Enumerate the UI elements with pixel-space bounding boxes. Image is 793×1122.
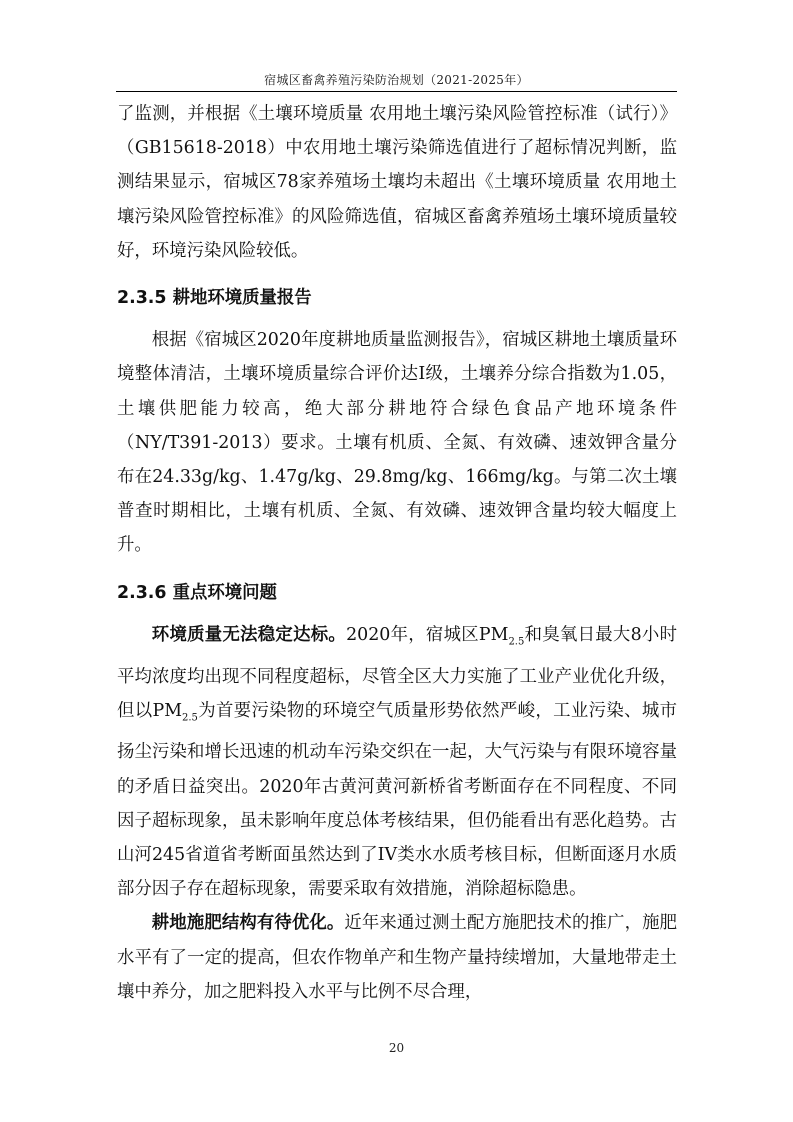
text-pm-part1: 2020年，宿城区PM [346, 624, 509, 645]
section-heading-2-3-5: 2.3.5 耕地环境质量报告 [117, 288, 312, 309]
paragraph-soil-monitoring: 了监测，并根据《土壤环境质量 农用地土壤污染风险管控标准（试行）》（GB15618-2018）中农用地土壤污染筛选值进行了超标情况判断，监测结果显示，宿城区78家养殖场土壤均未超出《土壤环境质量 农用地土壤污染风险管控标准》的风险筛选值，宿城区畜禽养殖场土壤环境质量较好，环境污染风险较低。 [117, 104, 677, 261]
lead-phrase-quality: 环境质量无法稳定达标。 [151, 624, 347, 645]
running-header: 宿城区畜禽养殖污染防治规划（2021-2025年） [264, 73, 529, 87]
pm-subscript-1: 2.5 [508, 636, 525, 648]
paragraph-farmland-quality: 根据《宿城区2020年度耕地质量监测报告》，宿城区耕地土壤质量环境整体清洁，土壤环境质量综合评价达I级，土壤养分综合指数为1.05，土壤供肥能力较高，绝大部分耕地符合绿色食品产地环境条件（NY/T391-2013）要求。土壤有机质、全氮、有效磷、速效钾含量分布在24.33g/kg、1.47g/kg、29.8mg/kg、166mg/kg。与第二次土壤普查时期相比，土壤有机质、全氮、有效磷、速效钾含量均较大幅度上升。 [117, 330, 677, 556]
text-pm-part2: 和臭氧日最大8小时平均浓度均出现不同程度超标，尽管全区大力实施了工业产业优化升级，但以PM [117, 624, 677, 721]
paragraph-fertilizer [117, 906, 677, 1009]
pm-subscript-2: 2.5 [182, 712, 198, 724]
lead-phrase-fertilizer: 耕地施肥结构有待优化。 [151, 913, 345, 934]
page-number: 20 [388, 1041, 405, 1055]
paragraph-environment-issues [117, 618, 677, 907]
section-heading-2-3-6: 2.3.6 重点环境问题 [117, 582, 277, 603]
header-rule [116, 91, 677, 92]
text-pm-part3: 为首要污染物的环境空气质量形势依然严峻，工业污染、城市扬尘污染和增长迅速的机动车污染交织在一起，大气污染与有限环境容量的矛盾日益突出。2020年古黄河黄河新桥省考断面存在不同程度、不同因子超标现象，虽未影响年度总体考核结果，但仍能看出有恶化趋势。古山河245省道省考断面虽然达到了IV类水水质考核目标，但断面逐月水质部分因子存在超标现象，需要采取有效措施，消除超标隐患。 [117, 700, 677, 900]
text-fertilizer: 近年来通过测土配方施肥技术的推广，施肥水平有了一定的提高，但农作物单产和生物产量持续增加，大量地带走土壤中养分，加之肥料投入水平与比例不尽合理， [117, 913, 677, 1002]
body-text [117, 97, 677, 1009]
